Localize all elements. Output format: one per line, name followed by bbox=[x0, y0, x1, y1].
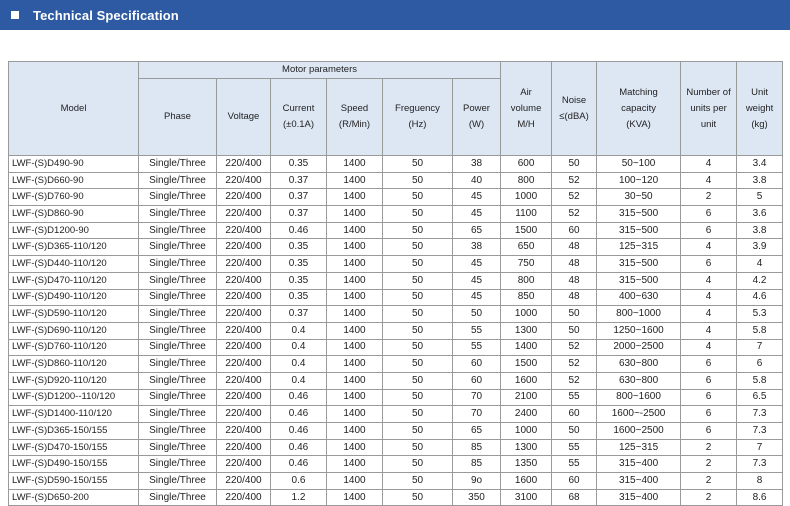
cell-voltage: 220/400 bbox=[217, 206, 271, 223]
cell-speed: 1400 bbox=[327, 322, 383, 339]
cell-frequency: 50 bbox=[383, 189, 453, 206]
col-current-header: Current (±0.1A) bbox=[271, 79, 327, 156]
cell-voltage: 220/400 bbox=[217, 222, 271, 239]
cell-air-volume: 1500 bbox=[501, 356, 552, 373]
cell-model: LWF-(S)D490-150/155 bbox=[9, 456, 139, 473]
cell-weight: 8 bbox=[737, 473, 783, 490]
cell-speed: 1400 bbox=[327, 473, 383, 490]
cell-power: 45 bbox=[453, 289, 501, 306]
table-row bbox=[9, 456, 783, 473]
table-row bbox=[9, 189, 783, 206]
cell-speed: 1400 bbox=[327, 306, 383, 323]
cell-capacity: 315~400 bbox=[597, 489, 681, 506]
cell-voltage: 220/400 bbox=[217, 489, 271, 506]
cell-units: 4 bbox=[681, 172, 737, 189]
cell-phase: Single/Three bbox=[139, 256, 217, 273]
cell-noise: 52 bbox=[552, 172, 597, 189]
cell-air-volume: 1500 bbox=[501, 222, 552, 239]
cell-frequency: 50 bbox=[383, 456, 453, 473]
cell-speed: 1400 bbox=[327, 272, 383, 289]
cell-speed: 1400 bbox=[327, 489, 383, 506]
cell-voltage: 220/400 bbox=[217, 339, 271, 356]
col-model-header: Model bbox=[9, 62, 139, 156]
table-row bbox=[9, 256, 783, 273]
cell-voltage: 220/400 bbox=[217, 423, 271, 440]
cell-phase: Single/Three bbox=[139, 206, 217, 223]
cell-frequency: 50 bbox=[383, 172, 453, 189]
cell-current: 0.37 bbox=[271, 172, 327, 189]
cell-units: 4 bbox=[681, 156, 737, 173]
cell-model: LWF-(S)D1400-110/120 bbox=[9, 406, 139, 423]
cell-voltage: 220/400 bbox=[217, 272, 271, 289]
cell-air-volume: 1000 bbox=[501, 306, 552, 323]
col-voltage-header: Voltage bbox=[217, 79, 271, 156]
cell-frequency: 50 bbox=[383, 256, 453, 273]
cell-voltage: 220/400 bbox=[217, 456, 271, 473]
cell-noise: 48 bbox=[552, 239, 597, 256]
cell-current: 0.46 bbox=[271, 423, 327, 440]
cell-capacity: 315~500 bbox=[597, 272, 681, 289]
cell-power: 45 bbox=[453, 189, 501, 206]
table-row bbox=[9, 356, 783, 373]
cell-air-volume: 1400 bbox=[501, 339, 552, 356]
cell-current: 1.2 bbox=[271, 489, 327, 506]
cell-power: 45 bbox=[453, 272, 501, 289]
cell-current: 0.46 bbox=[271, 456, 327, 473]
cell-model: LWF-(S)D690-110/120 bbox=[9, 322, 139, 339]
cell-model: LWF-(S)D920-110/120 bbox=[9, 372, 139, 389]
spec-table bbox=[8, 61, 783, 506]
cell-frequency: 50 bbox=[383, 239, 453, 256]
cell-weight: 4.2 bbox=[737, 272, 783, 289]
cell-speed: 1400 bbox=[327, 356, 383, 373]
cell-model: LWF-(S)D590-150/155 bbox=[9, 473, 139, 490]
cell-phase: Single/Three bbox=[139, 473, 217, 490]
cell-units: 6 bbox=[681, 372, 737, 389]
cell-weight: 3.4 bbox=[737, 156, 783, 173]
col-frequency-header: Freguency (Hz) bbox=[383, 79, 453, 156]
table-row bbox=[9, 322, 783, 339]
cell-frequency: 50 bbox=[383, 406, 453, 423]
cell-frequency: 50 bbox=[383, 272, 453, 289]
motor-parameters-header: Motor parameters bbox=[139, 62, 501, 79]
cell-power: 85 bbox=[453, 439, 501, 456]
cell-model: LWF-(S)D470-150/155 bbox=[9, 439, 139, 456]
cell-noise: 48 bbox=[552, 272, 597, 289]
cell-model: LWF-(S)D490-110/120 bbox=[9, 289, 139, 306]
cell-power: 85 bbox=[453, 456, 501, 473]
cell-model: LWF-(S)D760-110/120 bbox=[9, 339, 139, 356]
cell-model: LWF-(S)D470-110/120 bbox=[9, 272, 139, 289]
cell-noise: 55 bbox=[552, 439, 597, 456]
cell-capacity: 630~800 bbox=[597, 356, 681, 373]
section-title: Technical Specification bbox=[33, 7, 179, 23]
cell-capacity: 800~1000 bbox=[597, 306, 681, 323]
cell-air-volume: 650 bbox=[501, 239, 552, 256]
cell-units: 6 bbox=[681, 406, 737, 423]
cell-noise: 60 bbox=[552, 406, 597, 423]
cell-units: 6 bbox=[681, 389, 737, 406]
cell-noise: 48 bbox=[552, 289, 597, 306]
cell-units: 6 bbox=[681, 206, 737, 223]
cell-power: 9o bbox=[453, 473, 501, 490]
cell-frequency: 50 bbox=[383, 339, 453, 356]
cell-phase: Single/Three bbox=[139, 172, 217, 189]
cell-noise: 68 bbox=[552, 489, 597, 506]
cell-power: 55 bbox=[453, 339, 501, 356]
cell-phase: Single/Three bbox=[139, 356, 217, 373]
cell-units: 2 bbox=[681, 439, 737, 456]
table-row bbox=[9, 339, 783, 356]
cell-air-volume: 1300 bbox=[501, 439, 552, 456]
cell-power: 50 bbox=[453, 306, 501, 323]
cell-frequency: 50 bbox=[383, 489, 453, 506]
cell-noise: 55 bbox=[552, 389, 597, 406]
cell-voltage: 220/400 bbox=[217, 172, 271, 189]
cell-speed: 1400 bbox=[327, 189, 383, 206]
cell-model: LWF-(S)D440-110/120 bbox=[9, 256, 139, 273]
cell-weight: 5.8 bbox=[737, 372, 783, 389]
cell-air-volume: 1300 bbox=[501, 322, 552, 339]
cell-phase: Single/Three bbox=[139, 389, 217, 406]
cell-units: 6 bbox=[681, 356, 737, 373]
cell-weight: 5.3 bbox=[737, 306, 783, 323]
cell-weight: 6 bbox=[737, 356, 783, 373]
cell-current: 0.46 bbox=[271, 439, 327, 456]
table-row bbox=[9, 222, 783, 239]
cell-air-volume: 1350 bbox=[501, 456, 552, 473]
cell-units: 4 bbox=[681, 339, 737, 356]
cell-noise: 60 bbox=[552, 473, 597, 490]
cell-phase: Single/Three bbox=[139, 306, 217, 323]
cell-speed: 1400 bbox=[327, 456, 383, 473]
spec-table-body bbox=[9, 156, 783, 506]
cell-phase: Single/Three bbox=[139, 189, 217, 206]
cell-noise: 52 bbox=[552, 206, 597, 223]
cell-current: 0.35 bbox=[271, 156, 327, 173]
table-row bbox=[9, 306, 783, 323]
cell-current: 0.6 bbox=[271, 473, 327, 490]
cell-voltage: 220/400 bbox=[217, 256, 271, 273]
cell-air-volume: 1000 bbox=[501, 423, 552, 440]
cell-weight: 8.6 bbox=[737, 489, 783, 506]
table-row bbox=[9, 272, 783, 289]
cell-speed: 1400 bbox=[327, 172, 383, 189]
cell-phase: Single/Three bbox=[139, 372, 217, 389]
cell-current: 0.4 bbox=[271, 322, 327, 339]
cell-model: LWF-(S)D1200-90 bbox=[9, 222, 139, 239]
cell-power: 55 bbox=[453, 322, 501, 339]
cell-speed: 1400 bbox=[327, 206, 383, 223]
cell-voltage: 220/400 bbox=[217, 289, 271, 306]
cell-voltage: 220/400 bbox=[217, 473, 271, 490]
cell-air-volume: 2100 bbox=[501, 389, 552, 406]
cell-capacity: 125~315 bbox=[597, 239, 681, 256]
cell-air-volume: 1100 bbox=[501, 206, 552, 223]
cell-air-volume: 2400 bbox=[501, 406, 552, 423]
cell-units: 2 bbox=[681, 189, 737, 206]
cell-weight: 3.8 bbox=[737, 222, 783, 239]
cell-units: 6 bbox=[681, 222, 737, 239]
cell-noise: 55 bbox=[552, 456, 597, 473]
col-air-volume-header: Air volume M/H bbox=[501, 62, 552, 156]
table-row bbox=[9, 406, 783, 423]
cell-units: 2 bbox=[681, 456, 737, 473]
cell-power: 350 bbox=[453, 489, 501, 506]
cell-weight: 7 bbox=[737, 339, 783, 356]
cell-speed: 1400 bbox=[327, 406, 383, 423]
cell-voltage: 220/400 bbox=[217, 239, 271, 256]
cell-weight: 3.9 bbox=[737, 239, 783, 256]
cell-speed: 1400 bbox=[327, 423, 383, 440]
cell-current: 0.37 bbox=[271, 306, 327, 323]
cell-speed: 1400 bbox=[327, 156, 383, 173]
cell-current: 0.4 bbox=[271, 339, 327, 356]
cell-current: 0.35 bbox=[271, 256, 327, 273]
col-noise-header: Noise ≤(dBA) bbox=[552, 62, 597, 156]
cell-weight: 7.3 bbox=[737, 423, 783, 440]
cell-phase: Single/Three bbox=[139, 423, 217, 440]
cell-weight: 5.8 bbox=[737, 322, 783, 339]
cell-noise: 52 bbox=[552, 189, 597, 206]
cell-noise: 48 bbox=[552, 256, 597, 273]
cell-power: 65 bbox=[453, 423, 501, 440]
table-row bbox=[9, 156, 783, 173]
cell-power: 38 bbox=[453, 156, 501, 173]
cell-power: 65 bbox=[453, 222, 501, 239]
cell-current: 0.35 bbox=[271, 272, 327, 289]
cell-model: LWF-(S)D365-150/155 bbox=[9, 423, 139, 440]
table-row bbox=[9, 289, 783, 306]
cell-power: 70 bbox=[453, 389, 501, 406]
cell-frequency: 50 bbox=[383, 356, 453, 373]
cell-weight: 7 bbox=[737, 439, 783, 456]
cell-model: LWF-(S)D860-110/120 bbox=[9, 356, 139, 373]
cell-weight: 7.3 bbox=[737, 406, 783, 423]
cell-capacity: 315~500 bbox=[597, 256, 681, 273]
cell-noise: 52 bbox=[552, 356, 597, 373]
cell-weight: 3.8 bbox=[737, 172, 783, 189]
cell-speed: 1400 bbox=[327, 339, 383, 356]
cell-model: LWF-(S)D365-110/120 bbox=[9, 239, 139, 256]
table-row bbox=[9, 372, 783, 389]
cell-model: LWF-(S)D660-90 bbox=[9, 172, 139, 189]
cell-frequency: 50 bbox=[383, 473, 453, 490]
cell-speed: 1400 bbox=[327, 372, 383, 389]
table-row bbox=[9, 423, 783, 440]
cell-frequency: 50 bbox=[383, 289, 453, 306]
cell-voltage: 220/400 bbox=[217, 306, 271, 323]
cell-power: 60 bbox=[453, 372, 501, 389]
cell-current: 0.46 bbox=[271, 389, 327, 406]
cell-capacity: 100~120 bbox=[597, 172, 681, 189]
table-row bbox=[9, 206, 783, 223]
cell-model: LWF-(S)D760-90 bbox=[9, 189, 139, 206]
cell-phase: Single/Three bbox=[139, 222, 217, 239]
cell-weight: 4.6 bbox=[737, 289, 783, 306]
cell-capacity: 30~50 bbox=[597, 189, 681, 206]
cell-model: LWF-(S)D590-110/120 bbox=[9, 306, 139, 323]
cell-phase: Single/Three bbox=[139, 489, 217, 506]
table-row bbox=[9, 389, 783, 406]
col-phase-header: Phase bbox=[139, 79, 217, 156]
cell-units: 4 bbox=[681, 306, 737, 323]
cell-frequency: 50 bbox=[383, 206, 453, 223]
cell-frequency: 50 bbox=[383, 322, 453, 339]
table-row bbox=[9, 489, 783, 506]
cell-current: 0.46 bbox=[271, 406, 327, 423]
cell-noise: 50 bbox=[552, 156, 597, 173]
cell-units: 6 bbox=[681, 256, 737, 273]
cell-units: 4 bbox=[681, 322, 737, 339]
cell-units: 6 bbox=[681, 423, 737, 440]
square-bullet-icon bbox=[11, 11, 19, 19]
cell-capacity: 400~630 bbox=[597, 289, 681, 306]
cell-air-volume: 750 bbox=[501, 256, 552, 273]
cell-air-volume: 3100 bbox=[501, 489, 552, 506]
cell-phase: Single/Three bbox=[139, 289, 217, 306]
cell-air-volume: 600 bbox=[501, 156, 552, 173]
col-power-header: Power (W) bbox=[453, 79, 501, 156]
cell-model: LWF-(S)D1200--110/120 bbox=[9, 389, 139, 406]
cell-model: LWF-(S)D860-90 bbox=[9, 206, 139, 223]
cell-capacity: 315~500 bbox=[597, 206, 681, 223]
cell-voltage: 220/400 bbox=[217, 322, 271, 339]
cell-noise: 50 bbox=[552, 322, 597, 339]
table-row bbox=[9, 473, 783, 490]
cell-noise: 52 bbox=[552, 339, 597, 356]
cell-weight: 6.5 bbox=[737, 389, 783, 406]
cell-speed: 1400 bbox=[327, 222, 383, 239]
col-capacity-header: Matching capacity (KVA) bbox=[597, 62, 681, 156]
cell-frequency: 50 bbox=[383, 439, 453, 456]
cell-units: 2 bbox=[681, 473, 737, 490]
cell-frequency: 50 bbox=[383, 423, 453, 440]
cell-voltage: 220/400 bbox=[217, 439, 271, 456]
cell-capacity: 630~800 bbox=[597, 372, 681, 389]
table-row bbox=[9, 239, 783, 256]
cell-units: 4 bbox=[681, 239, 737, 256]
cell-voltage: 220/400 bbox=[217, 356, 271, 373]
cell-phase: Single/Three bbox=[139, 456, 217, 473]
cell-power: 60 bbox=[453, 356, 501, 373]
cell-capacity: 315~400 bbox=[597, 456, 681, 473]
cell-air-volume: 1600 bbox=[501, 473, 552, 490]
cell-frequency: 50 bbox=[383, 222, 453, 239]
cell-power: 40 bbox=[453, 172, 501, 189]
cell-current: 0.35 bbox=[271, 239, 327, 256]
cell-capacity: 315~400 bbox=[597, 473, 681, 490]
cell-speed: 1400 bbox=[327, 239, 383, 256]
cell-capacity: 315~500 bbox=[597, 222, 681, 239]
cell-air-volume: 1600 bbox=[501, 372, 552, 389]
cell-phase: Single/Three bbox=[139, 322, 217, 339]
col-weight-header: Unit weight (kg) bbox=[737, 62, 783, 156]
cell-frequency: 50 bbox=[383, 389, 453, 406]
cell-noise: 52 bbox=[552, 372, 597, 389]
cell-units: 4 bbox=[681, 289, 737, 306]
cell-air-volume: 850 bbox=[501, 289, 552, 306]
cell-phase: Single/Three bbox=[139, 439, 217, 456]
cell-current: 0.37 bbox=[271, 189, 327, 206]
cell-current: 0.4 bbox=[271, 356, 327, 373]
cell-capacity: 2000~2500 bbox=[597, 339, 681, 356]
cell-voltage: 220/400 bbox=[217, 189, 271, 206]
cell-voltage: 220/400 bbox=[217, 372, 271, 389]
cell-frequency: 50 bbox=[383, 372, 453, 389]
cell-speed: 1400 bbox=[327, 439, 383, 456]
cell-power: 45 bbox=[453, 256, 501, 273]
cell-model: LWF-(S)D650-200 bbox=[9, 489, 139, 506]
cell-frequency: 50 bbox=[383, 306, 453, 323]
cell-capacity: 1600~-2500 bbox=[597, 406, 681, 423]
cell-weight: 5 bbox=[737, 189, 783, 206]
cell-units: 2 bbox=[681, 489, 737, 506]
cell-capacity: 125~315 bbox=[597, 439, 681, 456]
cell-power: 38 bbox=[453, 239, 501, 256]
cell-current: 0.37 bbox=[271, 206, 327, 223]
cell-current: 0.35 bbox=[271, 289, 327, 306]
cell-noise: 50 bbox=[552, 306, 597, 323]
cell-phase: Single/Three bbox=[139, 156, 217, 173]
cell-speed: 1400 bbox=[327, 389, 383, 406]
section-banner bbox=[0, 0, 790, 30]
cell-current: 0.46 bbox=[271, 222, 327, 239]
cell-weight: 3.6 bbox=[737, 206, 783, 223]
cell-noise: 60 bbox=[552, 222, 597, 239]
cell-model: LWF-(S)D490-90 bbox=[9, 156, 139, 173]
cell-power: 70 bbox=[453, 406, 501, 423]
cell-current: 0.4 bbox=[271, 372, 327, 389]
cell-capacity: 50~100 bbox=[597, 156, 681, 173]
col-units-header: Number of units per unit bbox=[681, 62, 737, 156]
cell-phase: Single/Three bbox=[139, 239, 217, 256]
cell-units: 4 bbox=[681, 272, 737, 289]
cell-air-volume: 800 bbox=[501, 272, 552, 289]
table-row bbox=[9, 172, 783, 189]
cell-phase: Single/Three bbox=[139, 406, 217, 423]
cell-capacity: 1600~2500 bbox=[597, 423, 681, 440]
cell-speed: 1400 bbox=[327, 256, 383, 273]
cell-capacity: 800~1600 bbox=[597, 389, 681, 406]
cell-phase: Single/Three bbox=[139, 339, 217, 356]
cell-capacity: 1250~1600 bbox=[597, 322, 681, 339]
cell-weight: 7.3 bbox=[737, 456, 783, 473]
cell-voltage: 220/400 bbox=[217, 389, 271, 406]
cell-voltage: 220/400 bbox=[217, 406, 271, 423]
cell-air-volume: 800 bbox=[501, 172, 552, 189]
cell-air-volume: 1000 bbox=[501, 189, 552, 206]
cell-frequency: 50 bbox=[383, 156, 453, 173]
cell-phase: Single/Three bbox=[139, 272, 217, 289]
table-row bbox=[9, 439, 783, 456]
cell-noise: 50 bbox=[552, 423, 597, 440]
cell-voltage: 220/400 bbox=[217, 156, 271, 173]
cell-speed: 1400 bbox=[327, 289, 383, 306]
cell-weight: 4 bbox=[737, 256, 783, 273]
col-speed-header: Speed (R/Min) bbox=[327, 79, 383, 156]
cell-power: 45 bbox=[453, 206, 501, 223]
